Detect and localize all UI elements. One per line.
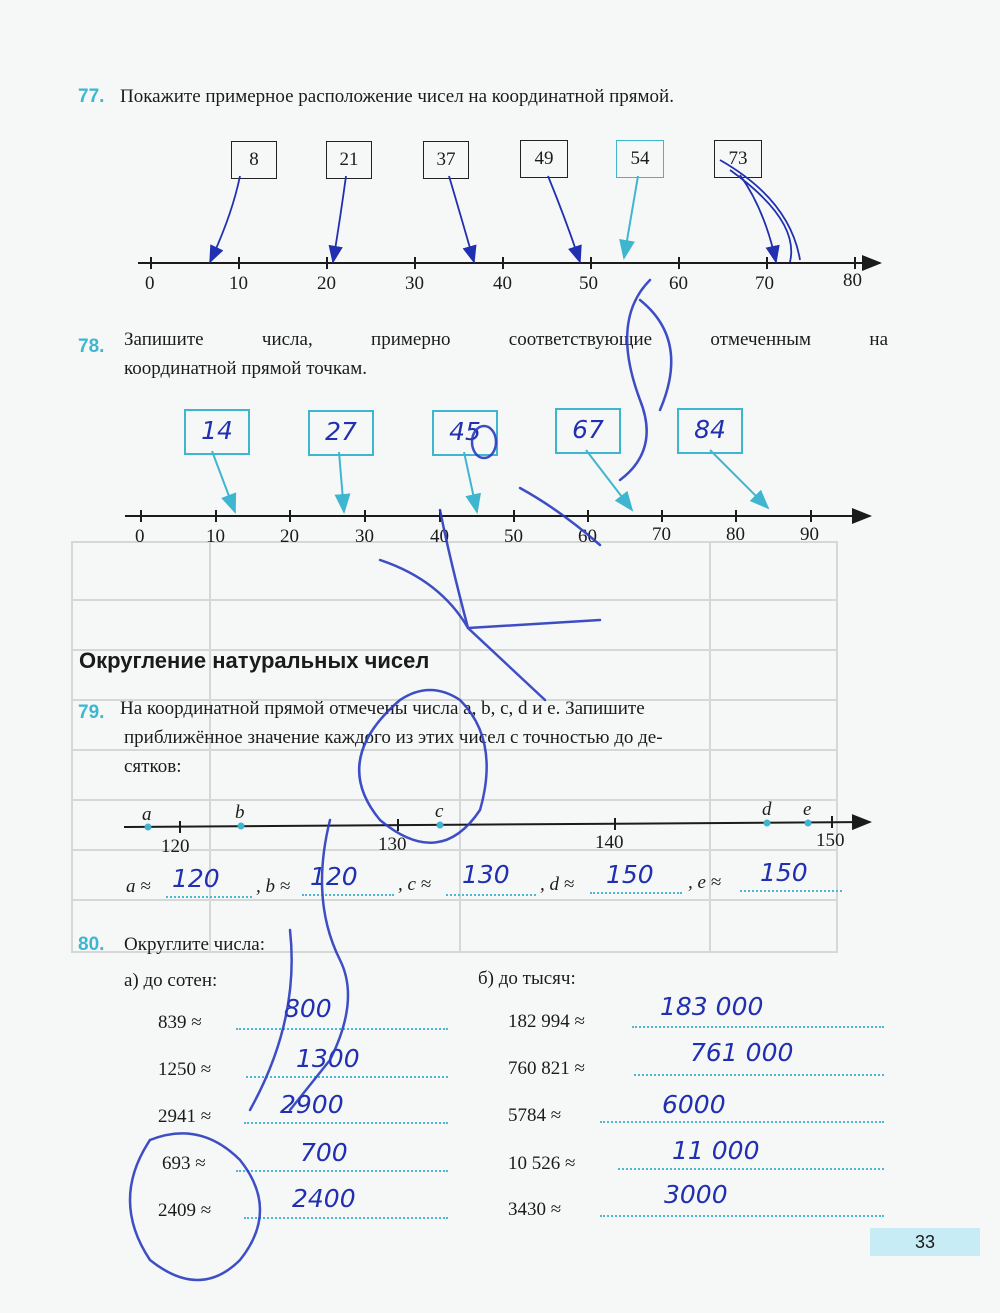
task-80-col-a-title: а) до сотен:	[124, 970, 218, 991]
t77-box-6: 73	[714, 140, 762, 178]
t79-answer-field	[446, 894, 536, 896]
t79-answer-value: 130	[462, 860, 510, 889]
task-78-number: 78.	[78, 336, 105, 357]
t80b-answer-field	[618, 1168, 884, 1170]
t77-box-3: 37	[423, 141, 469, 179]
t80b-answer: 3000	[664, 1180, 728, 1209]
t79-answer-value: 150	[606, 860, 654, 889]
t78-tick-label: 90	[800, 524, 819, 545]
t79-answer-label: , d ≈	[540, 874, 575, 895]
task-79-line2: приближённое значение каждого из этих чисел с точностью до де-	[124, 727, 663, 748]
task-77-number: 77.	[78, 86, 105, 107]
t78-answer-box-5: 84	[677, 408, 743, 454]
task-79-number: 79.	[78, 702, 105, 723]
t77-tick-label: 80	[843, 270, 862, 291]
task-80-col-b-title: б) до тысяч:	[478, 968, 576, 989]
t80a-answer: 700	[300, 1138, 348, 1167]
t79-point-a: a	[142, 804, 152, 825]
t77-tick-label: 0	[145, 273, 155, 294]
t80a-row-label: 693 ≈	[162, 1153, 206, 1174]
task-80-number: 80.	[78, 934, 105, 955]
t80a-answer-field	[236, 1170, 448, 1172]
t80a-answer-field	[236, 1028, 448, 1030]
t79-answer-value: 120	[172, 864, 220, 893]
t79-answer-field	[740, 890, 842, 892]
t80b-answer: 183 000	[660, 992, 764, 1021]
t79-point-e: e	[803, 799, 812, 820]
t78-tick-label: 70	[652, 524, 671, 545]
t80b-row-label: 5784 ≈	[508, 1105, 562, 1126]
t80b-answer: 6000	[662, 1090, 726, 1119]
t80b-answer-field	[634, 1074, 884, 1076]
task-80-title: Округлите числа:	[124, 934, 266, 955]
task-78-line1: Запишите числа, примерно соответствующие отмеченным на	[124, 329, 888, 350]
t77-tick-label: 60	[669, 273, 688, 294]
t80a-answer-field	[246, 1076, 448, 1078]
t79-answer-value: 120	[310, 862, 358, 891]
t79-answer-value: 150	[760, 858, 808, 887]
t77-box-5: 54	[616, 140, 664, 178]
t80a-row-label: 2941 ≈	[158, 1106, 212, 1127]
t78-tick-label: 50	[504, 526, 523, 547]
t79-tick-label: 150	[816, 830, 845, 851]
t80a-row-label: 1250 ≈	[158, 1059, 212, 1080]
t77-box-4: 49	[520, 140, 568, 178]
t77-tick-label: 10	[229, 273, 248, 294]
t80b-row-label: 760 821 ≈	[508, 1058, 585, 1079]
t80a-row-label: 2409 ≈	[158, 1200, 212, 1221]
task-79-line1: На координатной прямой отмечены числа a, b, c, d и e. Запишите	[120, 698, 645, 719]
t79-tick-label: 140	[595, 832, 624, 853]
t80a-row-label: 839 ≈	[158, 1012, 202, 1033]
t77-box-1: 8	[231, 141, 277, 179]
t78-number-line	[0, 400, 1000, 560]
t77-box-2: 21	[326, 141, 372, 179]
t79-answer-label: , c ≈	[398, 874, 432, 895]
t80a-answer: 2900	[280, 1090, 344, 1119]
t80b-row-label: 3430 ≈	[508, 1199, 562, 1220]
t79-answer-label: , b ≈	[256, 876, 291, 897]
t80b-answer: 761 000	[690, 1038, 794, 1067]
t80a-answer-field	[244, 1217, 448, 1219]
t77-tick-label: 30	[405, 273, 424, 294]
t80b-answer-field	[632, 1026, 884, 1028]
t78-answer-box-3: 45	[432, 410, 498, 456]
t79-answer-field	[590, 892, 682, 894]
t80b-answer-field	[600, 1121, 884, 1123]
t79-answer-label: , e ≈	[688, 872, 722, 893]
t78-tick-label: 0	[135, 526, 145, 547]
t79-point-c: c	[435, 801, 444, 822]
t78-tick-label: 10	[206, 526, 225, 547]
section-title: Округление натуральных чисел	[79, 648, 430, 673]
task-79-line3: сятков:	[124, 756, 182, 777]
t80b-row-label: 10 526 ≈	[508, 1153, 576, 1174]
t77-tick-label: 40	[493, 273, 512, 294]
t79-point-d: d	[762, 799, 772, 820]
t79-point-b: b	[235, 802, 245, 823]
t78-tick-label: 40	[430, 526, 449, 547]
t77-tick-label: 20	[317, 273, 336, 294]
page-number: 33	[870, 1228, 980, 1256]
t77-number-line	[0, 0, 1000, 310]
t77-tick-label: 70	[755, 273, 774, 294]
t80a-answer: 800	[284, 994, 332, 1023]
t80a-answer-field	[244, 1122, 448, 1124]
t79-answer-field	[166, 896, 252, 898]
task-77-text: Покажите примерное расположение чисел на координатной прямой.	[120, 86, 674, 107]
t80b-row-label: 182 994 ≈	[508, 1011, 585, 1032]
t79-tick-label: 130	[378, 834, 407, 855]
t78-answer-box-4: 67	[555, 408, 621, 454]
t77-tick-label: 50	[579, 273, 598, 294]
t80a-answer: 1300	[296, 1044, 360, 1073]
t79-tick-label: 120	[161, 836, 190, 857]
t78-tick-label: 60	[578, 526, 597, 547]
task-78-line2: координатной прямой точкам.	[124, 358, 367, 379]
t78-answer-box-2: 27	[308, 410, 374, 456]
t78-tick-label: 30	[355, 526, 374, 547]
t80a-answer: 2400	[292, 1184, 356, 1213]
t78-tick-label: 20	[280, 526, 299, 547]
t79-answer-field	[302, 894, 394, 896]
t78-tick-label: 80	[726, 524, 745, 545]
t79-answer-label: a ≈	[126, 876, 151, 897]
t78-answer-box-1: 14	[184, 409, 250, 455]
t80b-answer: 11 000	[672, 1136, 760, 1165]
t80b-answer-field	[600, 1215, 884, 1217]
